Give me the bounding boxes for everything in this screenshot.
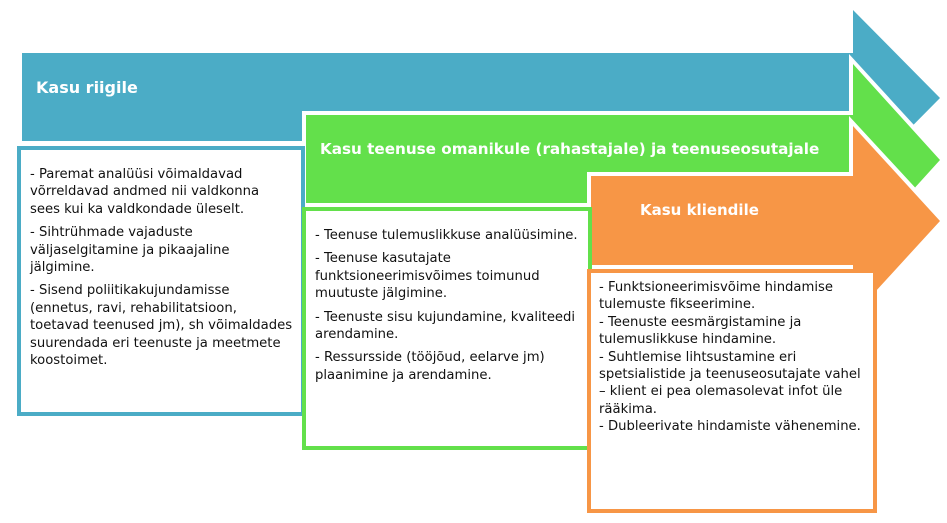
service-benefits-box — [302, 207, 592, 450]
state-benefits-box — [17, 146, 305, 416]
state-benefit-item: - Paremat analüüsi võimaldavad võrreldavad andmed nii valdkonna sees kui ka valdkondade üleselt. — [30, 167, 260, 217]
client-benefit-item: - Teenuste eesmärgistamine ja tulemuslikkuse hindamine. — [599, 314, 802, 348]
client-benefit-item: - Suhtlemise lihtsustamine eri spetsialistide ja teenuseosutajate vahel – klient ei pea olemasolevat infot üle rääkima. — [599, 349, 861, 417]
service-benefit-item: - Teenuste sisu kujundamine, kvaliteedi arendamine. — [315, 309, 576, 343]
service-benefit-item: - Ressursside (tööjõud, eelarve jm) plaanimine ja arendamine. — [315, 350, 545, 383]
state-benefit-item: - Sisend poliitikakujundamisse (ennetus, ravi, rehabilitatsioon, toetavad teenused jm), sh võimaldades suurendada eri teenuste ja meetmete koostoimet. — [30, 283, 293, 369]
service-benefit-item: - Teenuse kasutajate funktsioneerimisvõimes toimunud muutuste jälgimine. — [315, 251, 540, 302]
client-benefit-item: - Funktsioneerimisvõime hindamise tulemuste fikseerimine. — [599, 280, 834, 313]
arrow-state-title: Kasu riigile — [36, 78, 138, 97]
state-benefit-item: - Sihtrühmade vajaduste väljaselgitamine ja pikaajaline jälgimine. — [30, 225, 230, 276]
client-benefits-box — [587, 269, 877, 513]
arrow-service-title: Kasu teenuse omanikule (rahastajale) ja teenuseosutajale — [320, 140, 820, 158]
arrow-client-title: Kasu kliendile — [640, 201, 759, 219]
service-benefit-item: - Teenuse tulemuslikkuse analüüsimine. — [315, 228, 578, 243]
client-benefit-item: - Dubleerivate hindamiste vähenemine. — [599, 419, 861, 435]
